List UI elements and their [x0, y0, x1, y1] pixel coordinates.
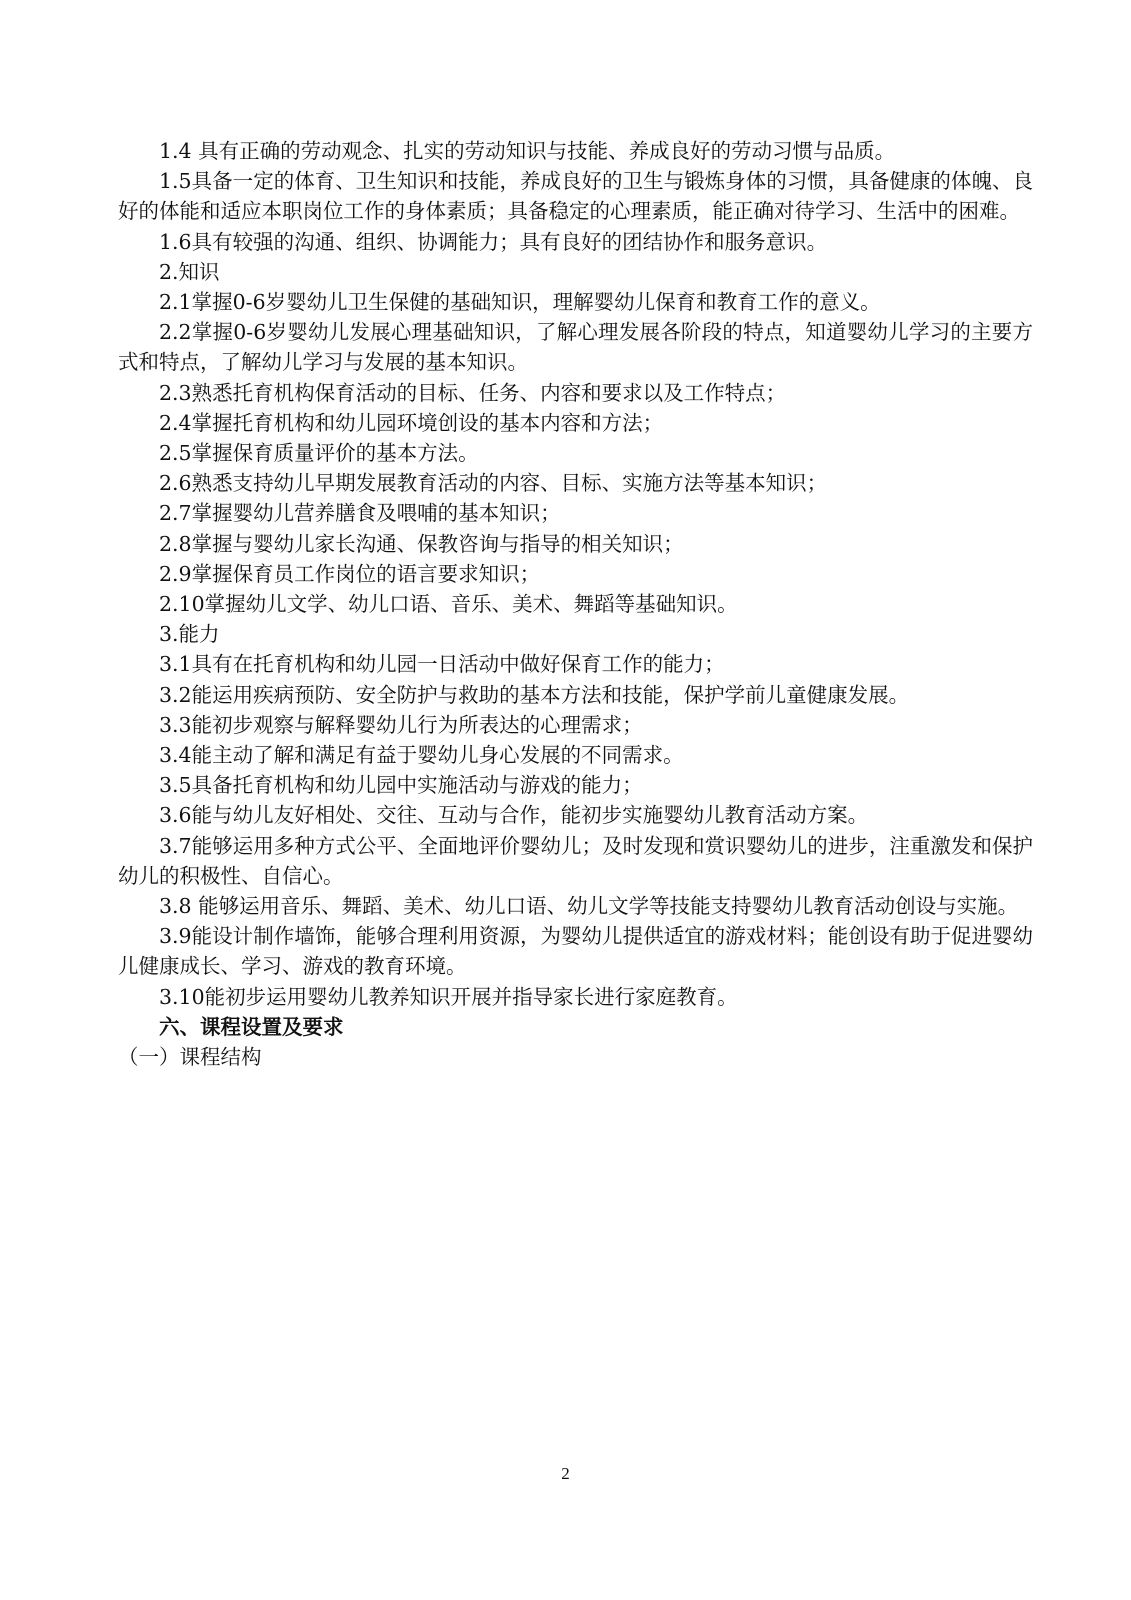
paragraph-3-7: 3.7能够运用多种方式公平、全面地评价婴幼儿；及时发现和赏识婴幼儿的进步，注重激发和保护幼儿的积极性、自信心。	[118, 833, 1033, 888]
document-body	[118, 136, 1033, 1072]
paragraph-1-5: 1.5具备一定的体育、卫生知识和技能，养成良好的卫生与锻炼身体的习惯，具备健康的体魄、良好的体能和适应本职岗位工作的身体素质；具备稳定的心理素质，能正确对待学习、生活中的困难。	[118, 169, 1033, 224]
page-number: 2	[561, 1464, 570, 1483]
paragraph-3-3: 3.3能初步观察与解释婴幼儿行为所表达的心理需求；	[159, 712, 643, 737]
paragraph-2-8: 2.8掌握与婴幼儿家长沟通、保教咨询与指导的相关知识；	[159, 531, 684, 556]
paragraph-2-9: 2.9掌握保育员工作岗位的语言要求知识；	[159, 561, 541, 586]
paragraph-1-4: 1.4 具有正确的劳动观念、扎实的劳动知识与技能、养成良好的劳动习惯与品质。	[159, 139, 896, 163]
paragraph-2-3: 2.3熟悉托育机构保育活动的目标、任务、内容和要求以及工作特点；	[159, 380, 787, 405]
paragraph-2-5: 2.5掌握保育质量评价的基本方法。	[159, 441, 479, 466]
paragraph-3-2: 3.2能运用疾病预防、安全防护与救助的基本方法和技能，保护学前儿童健康发展。	[159, 682, 910, 707]
paragraph-1-6: 1.6具有较强的沟通、组织、协调能力；具有良好的团结协作和服务意识。	[159, 229, 828, 254]
paragraph-3-8: 3.8 能够运用音乐、舞蹈、美术、幼儿口语、幼儿文学等技能支持婴幼儿教育活动创设与实施。	[159, 894, 1019, 919]
paragraph-3-1: 3.1具有在托育机构和幼儿园一日活动中做好保育工作的能力；	[159, 652, 725, 677]
paragraph-2-7: 2.7掌握婴幼儿营养膳食及喂哺的基本知识；	[159, 501, 561, 526]
subsection-heading: （一）课程结构	[118, 1045, 262, 1070]
paragraph-2-1: 2.1掌握0-6岁婴幼儿卫生保健的基础知识，理解婴幼儿保育和教育工作的意义。	[159, 290, 881, 315]
paragraph-3-6: 3.6能与幼儿友好相处、交往、互动与合作，能初步实施婴幼儿教育活动方案。	[159, 803, 869, 828]
paragraph-2-10: 2.10掌握幼儿文学、幼儿口语、音乐、美术、舞蹈等基础知识。	[159, 592, 738, 617]
paragraph-2-4: 2.4掌握托育机构和幼儿园环境创设的基本内容和方法；	[159, 410, 664, 435]
section-knowledge-title: 2.知识	[159, 259, 220, 284]
paragraph-3-10: 3.10能初步运用婴幼儿教养知识开展并指导家长进行家庭教育。	[159, 984, 738, 1009]
section-ability-title: 3.能力	[159, 622, 220, 647]
paragraph-3-4: 3.4能主动了解和满足有益于婴幼儿身心发展的不同需求。	[159, 743, 684, 768]
paragraph-2-2: 2.2掌握0-6岁婴幼儿发展心理基础知识，了解心理发展各阶段的特点，知道婴幼儿学习的主要方式和特点，了解幼儿学习与发展的基本知识。	[118, 320, 1033, 375]
paragraph-3-9: 3.9能设计制作墙饰，能够合理利用资源，为婴幼儿提供适宜的游戏材料；能创设有助于促进婴幼儿健康成长、学习、游戏的教育环境。	[118, 924, 1033, 979]
paragraph-3-5: 3.5具备托育机构和幼儿园中实施活动与游戏的能力；	[159, 773, 643, 798]
section-heading: 六、课程设置及要求	[159, 1014, 344, 1039]
paragraph-2-6: 2.6熟悉支持幼儿早期发展教育活动的内容、目标、实施方法等基本知识；	[159, 471, 828, 496]
